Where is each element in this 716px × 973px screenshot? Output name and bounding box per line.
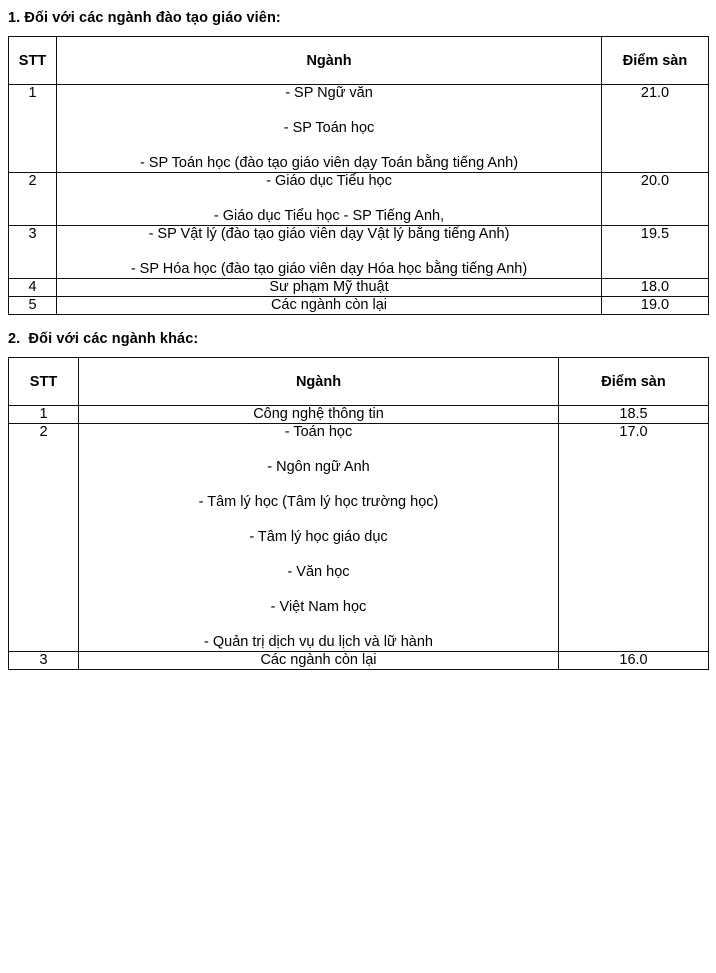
table-row <box>9 226 709 279</box>
table-header <box>9 37 709 85</box>
nganh-line: - Tâm lý học giáo dục <box>249 529 388 545</box>
cell-nganh <box>57 226 602 279</box>
section-heading-1: 1. Đối với các ngành đào tạo giáo viên: <box>8 10 281 26</box>
table-row <box>9 297 709 315</box>
cell-diem-san: 18.5 <box>559 406 709 424</box>
cell-diem-san: 18.0 <box>602 279 709 297</box>
table-row <box>9 424 709 652</box>
table-header <box>9 358 709 406</box>
table-row <box>9 279 709 297</box>
nganh-line: - Việt Nam học <box>270 599 367 615</box>
column-header-nganh: Ngành <box>79 358 559 406</box>
section-heading-2: 2. Đối với các ngành khác: <box>8 331 199 347</box>
nganh-line: Các ngành còn lại <box>270 297 388 313</box>
cell-diem-san: 20.0 <box>602 173 709 226</box>
nganh-line: - Tâm lý học (Tâm lý học trường học) <box>198 494 439 510</box>
nganh-line: - SP Hóa học (đào tạo giáo viên dạy Hóa học bằng tiếng Anh) <box>130 261 528 277</box>
cell-nganh <box>79 424 559 652</box>
nganh-line: - SP Toán học <box>283 120 375 136</box>
table-body <box>9 85 709 315</box>
table-header-row <box>9 358 709 406</box>
cell-stt: 2 <box>9 173 57 226</box>
column-header-stt: STT <box>9 37 57 85</box>
nganh-line: - Quản trị dịch vụ du lịch và lữ hành <box>204 634 433 650</box>
cell-stt: 3 <box>9 652 79 670</box>
nganh-line: Các ngành còn lại <box>260 652 377 668</box>
cell-nganh <box>79 406 559 424</box>
cell-diem-san: 16.0 <box>559 652 709 670</box>
cell-nganh <box>57 173 602 226</box>
cell-diem-san: 19.5 <box>602 226 709 279</box>
table-row <box>9 173 709 226</box>
nganh-line: - Ngôn ngữ Anh <box>267 459 370 475</box>
cell-nganh <box>57 279 602 297</box>
cell-stt: 1 <box>9 85 57 173</box>
nganh-line: Công nghệ thông tin <box>253 406 384 422</box>
cell-diem-san: 17.0 <box>559 424 709 652</box>
nganh-line: - Giáo dục Tiểu học <box>266 173 392 189</box>
column-header-diem-san: Điểm sàn <box>602 37 709 85</box>
nganh-line: - SP Ngữ văn <box>285 85 373 101</box>
nganh-line: - SP Vật lý (đào tạo giáo viên dạy Vật lý bằng tiếng Anh) <box>148 226 510 242</box>
nganh-line: - Toán học <box>284 424 353 440</box>
cell-stt: 3 <box>9 226 57 279</box>
cell-diem-san: 21.0 <box>602 85 709 173</box>
cell-nganh <box>57 85 602 173</box>
nganh-line: - SP Toán học (đào tạo giáo viên dạy Toán bằng tiếng Anh) <box>139 155 519 171</box>
cell-diem-san: 19.0 <box>602 297 709 315</box>
table-row <box>9 85 709 173</box>
cell-stt: 1 <box>9 406 79 424</box>
cell-stt: 5 <box>9 297 57 315</box>
column-header-stt: STT <box>9 358 79 406</box>
score-table-other-majors <box>8 357 709 670</box>
column-header-nganh: Ngành <box>57 37 602 85</box>
score-table-teacher-training <box>8 36 709 315</box>
nganh-line: - Văn học <box>287 564 350 580</box>
nganh-line: Sư phạm Mỹ thuật <box>269 279 389 295</box>
table-row <box>9 652 709 670</box>
cell-nganh <box>57 297 602 315</box>
table-body <box>9 406 709 670</box>
cell-nganh <box>79 652 559 670</box>
table-row <box>9 406 709 424</box>
column-header-diem-san: Điểm sàn <box>559 358 709 406</box>
cell-stt: 2 <box>9 424 79 652</box>
table-header-row <box>9 37 709 85</box>
nganh-line: - Giáo dục Tiểu học - SP Tiếng Anh, <box>213 208 445 224</box>
cell-stt: 4 <box>9 279 57 297</box>
